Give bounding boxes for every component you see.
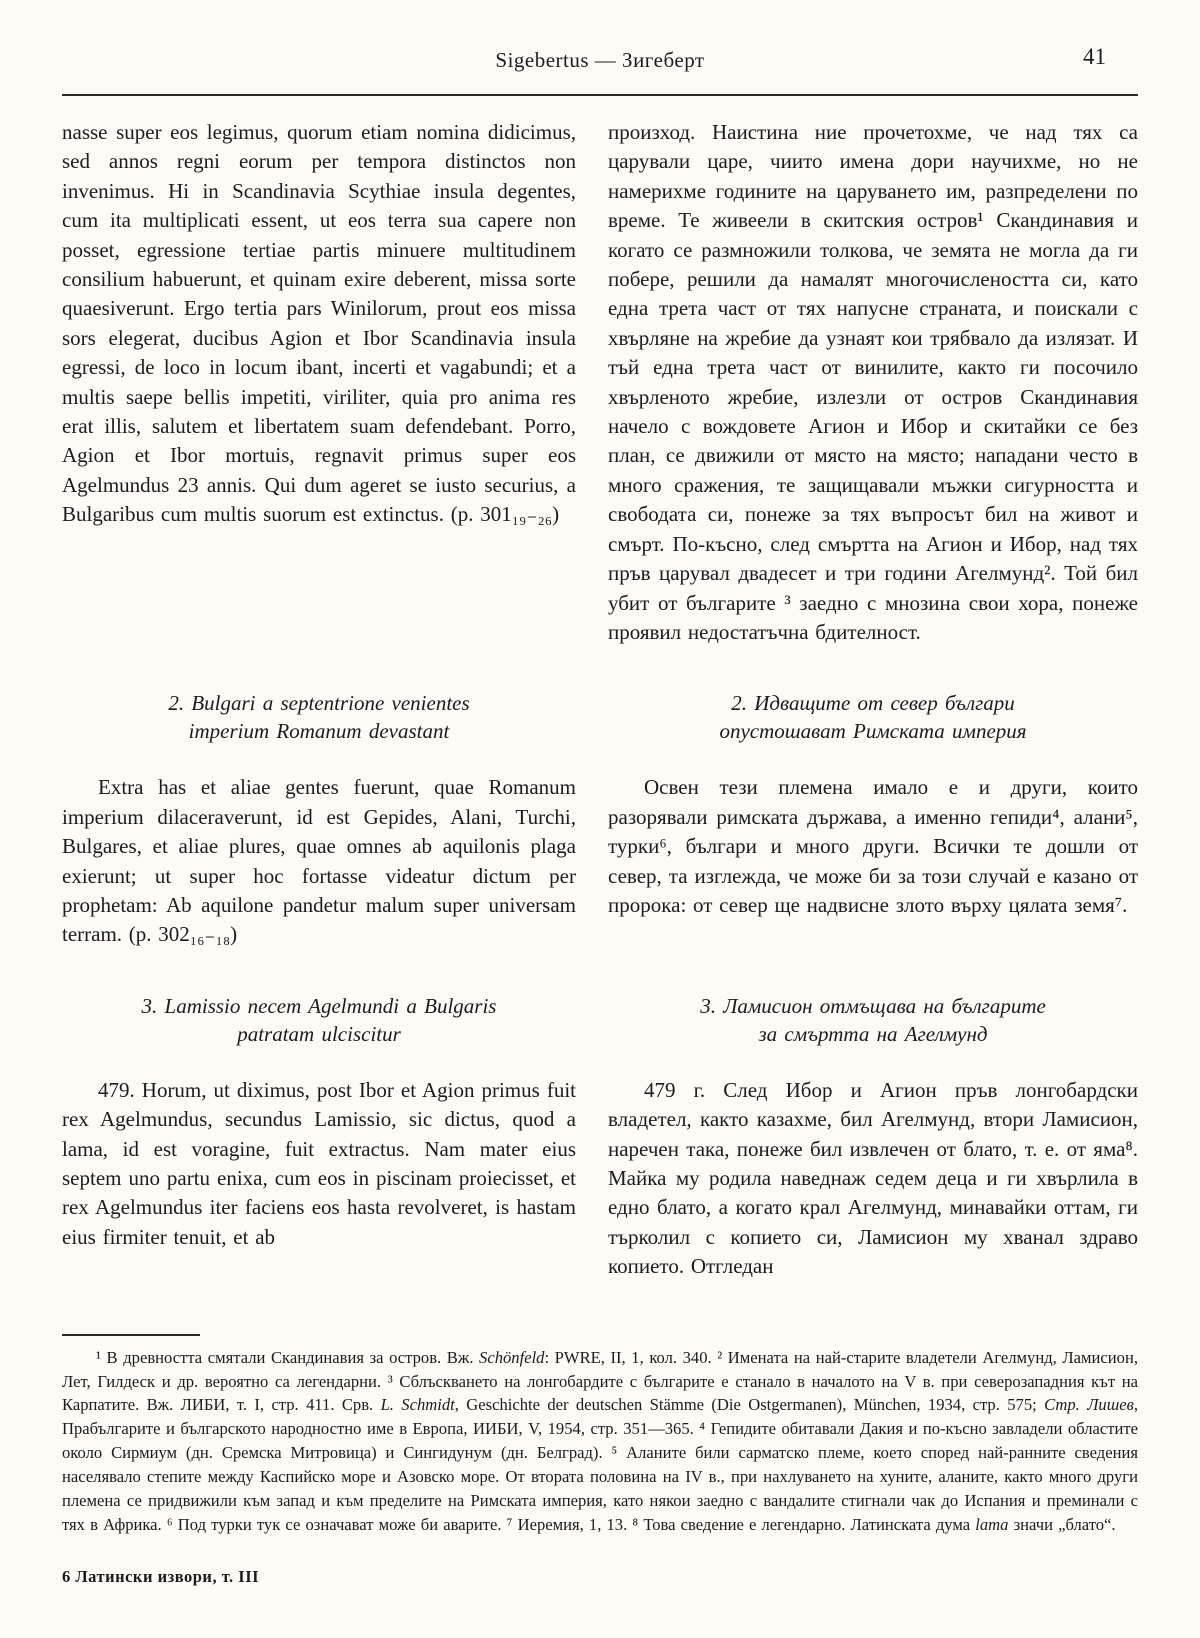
section-3-heading-latin	[80, 992, 558, 1048]
section-heading-line: patratam ulciscitur	[237, 1021, 401, 1046]
footnote-run: , Geschichte der deutschen Stämme (Die Ostgermanen), München, 1934, стр. 575;	[454, 1395, 1045, 1415]
footnote-run: , Прабългарите и българското народностно име в Европа, ИИБИ, V, 1954, стр. 351—365. ⁴ Гепидите обитавали Дакия и по-късно завладели областите около Сирмиум (дн. Сремска Митровица) и Сингидунум (дн. Белград). ⁵ Аланите били сарматско племе, което според най-ранните сведения населявало степите между Каспийско море и Азовско море. От втората половина на IV в., при нахлуването на хуните, аланите, както много други племена се придвижили към запад и към пределите на Римската империя, като някои заедно с вандалите стигнали чак до Испания и преминали с тях в Африка. ⁶ Под турки тук се означават може би аварите. ⁷ Иеремия, 1, 13. ⁸ Това сведение е легендарно. Латинската дума	[62, 1395, 1138, 1534]
latin-paragraph-2: Extra has et aliae gentes fuerunt, quae Romanum imperium dilaceraverunt, id est Gepides, Alani, Turchi, Bulgares, et aliae plures, quae omnes ab aquilonis plaga exierunt; ut super hoc fortasse videatur dictum per prophetam: Ab aquilone pandetur malum super universam terram. (p. 302₁₆₋₁₈)	[62, 775, 576, 947]
section-2-heading-latin	[80, 689, 558, 745]
footnotes-block	[62, 1346, 1138, 1537]
section-heading-line: imperium Romanum devastant	[188, 719, 450, 744]
footnote-run: значи „блато“.	[1008, 1514, 1116, 1534]
running-head	[62, 40, 1138, 80]
header-rule	[62, 94, 1138, 96]
section-heading-line: 2. Идващите от север българи	[731, 691, 1015, 716]
footnote-run-italic: Стр. Лишев	[1044, 1395, 1134, 1415]
section-heading-line: опустошават Римската империя	[719, 719, 1027, 744]
two-column-text	[62, 118, 1138, 1282]
footnote-run-italic: Schönfeld	[479, 1347, 545, 1367]
latin-paragraph-3: 479. Horum, ut diximus, post Ibor et Agion primus fuit rex Agelmundus, secundus Lamissio, sic dictus, quod a lama, id est voragine, fuit extractus. Nam mater eius septem uno partu enixa, cum eos in piscinam proiecisset, et rex Agelmundus iter faciens eos hasta revolveret, is hastam eius firmiter tenuit, et ab	[62, 1077, 576, 1249]
running-head-title: Sigebertus — Зигеберт	[495, 48, 705, 72]
footnote-run-italic: L. Schmidt	[380, 1395, 455, 1415]
footnote-run-italic: lama	[975, 1514, 1009, 1534]
section-heading-line: 3. Ламисион отмъщава на българите	[700, 993, 1046, 1018]
printer-signature: 6 Латински извори, т. III	[62, 1566, 260, 1586]
footnote-divider	[62, 1334, 200, 1336]
footnote-run: : PWRE, II, 1, кол. 340. ² Имената на най-старите владетели Агелмунд, Ламисион, Лет, Гилдеск и др. вероятно са легендарни. ³ Сблъскването на лонгобардите с българите е станало в началото на V в. при северозападния кът на Карпатите. Вж. ЛИБИ, т. I, стр. 411. Срв.	[62, 1347, 1138, 1415]
section-heading-line: 3. Lamissio necem Agelmundi a Bulgaris	[141, 993, 497, 1018]
footnote-run: ¹ В древността смятали Скандинавия за остров. Вж.	[96, 1347, 480, 1367]
section-2-heading-bulgarian	[626, 689, 1120, 745]
latin-paragraph-1: nasse super eos legimus, quorum etiam nomina didicimus, sed annos regni eorum per tempora distinctos non invenimus. Hi in Scandinavia Scythiae insula degentes, cum ita multiplicati essent, ut eos terra sua capere non posset, egressione tertiae partis minuere multitudinem consilium habuerunt, et quinam exire deberent, missa sorte quaesiverunt. Ergo tertia pars Winilorum, prout eos missa sors elegerat, ducibus Agion et Ibor Scandinavia insula egressi, de loco in locum ibant, incerti et vagabundi; et a multis saepe bellis impetiti, viriliter, quia pro anima res erat illis, salutem et libertatem suam defendebant. Porro, Agion et Ibor mortuis, regnavit primus super eos Agelmundus 23 annis. Qui dum ageret se iusto securius, a Bulgaribus cum multis suorum est extinctus. (p. 301₁₉₋₂₆)	[62, 120, 576, 527]
bulgarian-paragraph-1: произход. Наистина ние прочетохме, че над тях са царували царе, чиито имена дори научихме, но не намерихме годините на царуването им, разпределени по време. Те живеели в скитския остров¹ Скандинавия и когато се размножили толкова, че земята не могла да ги побере, решили да намалят многочислеността си, като една трета част от тях напусне страната, и поискали с хвърляне на жребие да узнаят кои трябвало да излязат. И тъй една трета част от винилите, както ги посочило хвърленото жребие, излезли от остров Скандинавия начело с вождовете Агион и Ибор и скитайки се без план, се движили от място на място; нападани често в много сражения, те защищавали мъжки сигурността и свободата си, понеже за тях въпросът бил на живот и смърт. По-късно, след смъртта на Агион и Ибор, над тях пръв царувал двадесет и три години Агелмунд². Той бил убит от българите ³ заедно с мнозина свои хора, понеже проявил недостатъчна бдителност.	[608, 120, 1138, 644]
page-number: 41	[1083, 44, 1106, 69]
section-3-heading-bulgarian	[626, 992, 1120, 1048]
section-heading-line: за смъртта на Агелмунд	[758, 1021, 988, 1046]
bulgarian-paragraph-3: 479 г. След Ибор и Агион пръв лонгобардски владетел, както казахме, бил Агелмунд, втори Ламисион, наречен така, понеже бил извлечен от блато, т. е. от яма⁸. Майка му родила наведнаж седем деца и ги хвърлила в едно блато, а когато крал Агелмунд, минавайки оттам, ги търколил с копието си, Ламисион му хванал здраво копието. Отгледан	[608, 1077, 1138, 1279]
section-heading-line: 2. Bulgari a septentrione venientes	[168, 691, 470, 716]
bulgarian-paragraph-2: Освен тези племена имало е и други, които разорявали римската държава, а именно гепиди⁴, алани⁵, турки⁶, българи и много други. Всички те дошли от север, та изглежда, че може би за този случай е казано от пророка: от север ще надвисне злото върху цялата земя⁷.	[608, 775, 1138, 917]
